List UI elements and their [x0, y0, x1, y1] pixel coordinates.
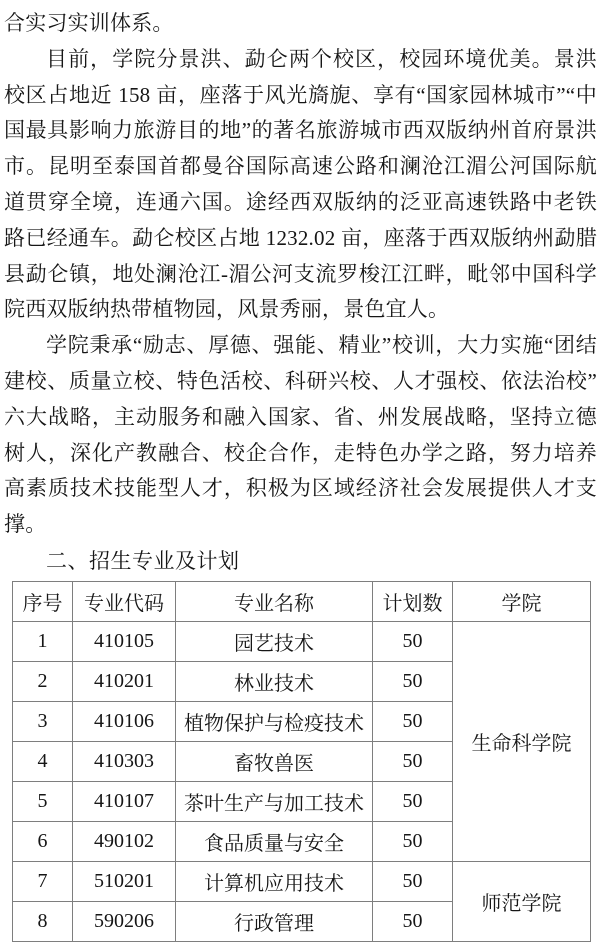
col-header-major-code: 专业代码: [73, 581, 176, 621]
cell-plan-count: 50: [373, 821, 453, 861]
cell-major-name: 植物保护与检疫技术: [176, 701, 373, 741]
cell-major-name: 茶叶生产与加工技术: [176, 781, 373, 821]
cell-major-code: 410201: [73, 661, 176, 701]
cell-no: 8: [13, 901, 73, 941]
col-header-no: 序号: [13, 581, 73, 621]
paragraph-campus-overview: 目前，学院分景洪、勐仑两个校区，校园环境优美。景洪校区占地近 158 亩，座落于风光旖旎、享有“国家园林城市”“中国最具影响力旅游目的地”的著名旅游城市西双版纳州首府景洪市。昆明至泰国首都曼谷国际高速公路和澜沧江湄公河国际航道贯穿全境，连通六国。途经西双版纳的泛亚高速铁路中老铁路已经通车。勐仑校区占地 1232.02 亩，座落于西双版纳州勐腊县勐仑镇，地处澜沧江-湄公河支流罗梭江江畔，毗邻中国科学院西双版纳热带植物园，风景秀丽，景色宜人。: [4, 46, 597, 322]
cell-plan-count: 50: [373, 901, 453, 941]
cell-no: 7: [13, 861, 73, 901]
cell-college-normal: 师范学院: [453, 861, 591, 941]
cell-major-code: 490102: [73, 821, 176, 861]
cell-major-name: 行政管理: [176, 901, 373, 941]
col-header-major-name: 专业名称: [176, 581, 373, 621]
cell-major-name: 园艺技术: [176, 621, 373, 661]
table-header-row: [13, 581, 591, 621]
cell-plan-count: 50: [373, 861, 453, 901]
cell-no: 2: [13, 661, 73, 701]
cell-major-name: 计算机应用技术: [176, 861, 373, 901]
cell-major-name: 林业技术: [176, 661, 373, 701]
cell-major-code: 590206: [73, 901, 176, 941]
cell-major-code: 410107: [73, 781, 176, 821]
paragraph-continuation: 合实习实训体系。: [4, 11, 174, 35]
cell-major-code: 410303: [73, 741, 176, 781]
cell-major-code: 410106: [73, 701, 176, 741]
section-heading-enrollment-plan: 二、招生专业及计划: [46, 548, 240, 573]
enrollment-plan-table: [12, 581, 591, 942]
cell-major-code: 410105: [73, 621, 176, 661]
cell-college-life-science: 生命科学院: [453, 621, 591, 861]
table-row: [13, 861, 591, 901]
cell-no: 4: [13, 741, 73, 781]
cell-plan-count: 50: [373, 661, 453, 701]
cell-major-name: 食品质量与安全: [176, 821, 373, 861]
cell-no: 3: [13, 701, 73, 741]
cell-plan-count: 50: [373, 741, 453, 781]
col-header-plan-count: 计划数: [373, 581, 453, 621]
cell-no: 6: [13, 821, 73, 861]
cell-plan-count: 50: [373, 781, 453, 821]
cell-no: 5: [13, 781, 73, 821]
paragraph-school-motto: 学院秉承“励志、厚德、强能、精业”校训，大力实施“团结建校、质量立校、特色活校、科研兴校、人才强校、依法治校”六大战略，主动服务和融入国家、省、州发展战略，坚持立德树人，深化产教融合、校企合作，走特色办学之路，努力培养高素质技术技能型人才，积极为区域经济社会发展提供人才支撑。: [4, 333, 597, 537]
cell-major-code: 510201: [73, 861, 176, 901]
cell-plan-count: 50: [373, 701, 453, 741]
cell-no: 1: [13, 621, 73, 661]
table-row: [13, 621, 591, 661]
col-header-college: 学院: [453, 581, 591, 621]
cell-major-name: 畜牧兽医: [176, 741, 373, 781]
cell-plan-count: 50: [373, 621, 453, 661]
